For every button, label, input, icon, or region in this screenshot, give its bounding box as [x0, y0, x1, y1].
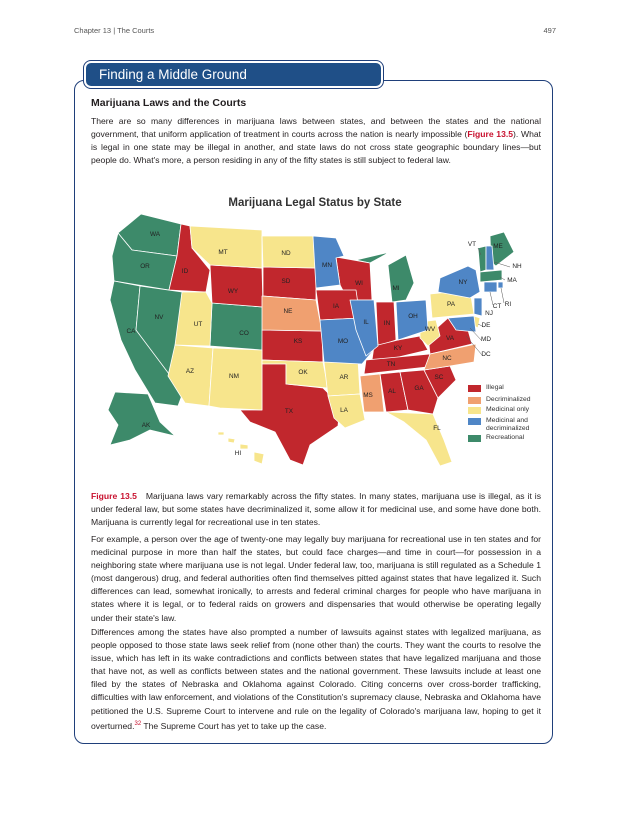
- state-label: VA: [445, 335, 455, 342]
- state-label: NM: [229, 373, 239, 380]
- state-label: GA: [414, 385, 424, 392]
- state-label: OH: [408, 313, 418, 320]
- state-vt: [478, 246, 486, 272]
- state-label: NJ: [485, 310, 493, 317]
- state-label: AR: [339, 374, 349, 381]
- state-label: ND: [281, 250, 291, 257]
- state-label: CT: [492, 303, 502, 310]
- legend-label: Recreational: [486, 434, 525, 441]
- footnote-ref[interactable]: 32: [134, 720, 142, 727]
- state-label: MT: [218, 249, 228, 256]
- state-label: DE: [481, 322, 491, 329]
- state-nj: [474, 298, 482, 316]
- state-label: VT: [467, 241, 477, 248]
- paragraph-2: For example, a person over the age of twenty-one may legally buy marijuana for recreational use in ten states and for medicinal purpose in more than half the states, but could face charges—and time in court—for possession in a neighboring state where marijuana use is not legal. Under federal law, too, marijuana is still regulated as a Schedule 1 (most dangerous) drug, and federal authorities often find themselves pitted against states that have legalized it. Such differences can lead, somewhat ironically, to arrests and federal criminal charges for people who have marijuana in states where it is legal, or to federal raids on growers and dispensaries that would otherwise be operating legally under their state's law.: [91, 534, 541, 623]
- state-label: IA: [332, 303, 340, 310]
- feature-title: Finding a Middle Ground: [99, 67, 247, 82]
- state-label: NH: [512, 263, 522, 270]
- state-label: AL: [388, 388, 396, 395]
- paragraph-3-text: Differences among the states have also prompted a number of lawsuits against states with legalized marijuana, as people opposed to those state laws seek relief from (none other than) the courts. They want the courts to resolve the issue, which has left in its wake contradictions and conflicts between states that have legalized marijuana and those that have not, as well as conflicts between states and the national government. These lawsuits include at least one filed by the states of Nebraska and Oklahoma against Colorado. Citing concerns over cross-border trafficking, difficulties with law enforcement, and violations of the Constitution's supremacy clause, Nebraska and Oklahoma have petitioned the U.S. Supreme Court to intervene and rule on the legality of Colorado's marijuana law, hoping to get it overturned.: [91, 627, 541, 731]
- state-label: SC: [434, 374, 444, 381]
- legend-label: Illegal: [486, 384, 504, 391]
- state-label: MD: [481, 336, 491, 343]
- state-label: WV: [424, 326, 436, 333]
- state-co: [210, 303, 263, 350]
- state-ma: [480, 270, 502, 282]
- state-label: PA: [446, 301, 456, 308]
- state-label: RI: [504, 301, 512, 308]
- state-label: HI: [234, 450, 242, 457]
- state-ut: [175, 292, 212, 346]
- state-label: NE: [283, 308, 293, 315]
- state-label: AZ: [185, 368, 195, 375]
- state-fl: [386, 412, 452, 466]
- state-wy: [210, 265, 263, 307]
- state-label: WY: [227, 288, 239, 295]
- legend-label: Decriminalized: [486, 396, 531, 403]
- state-label: OR: [140, 263, 150, 270]
- figure-link[interactable]: Figure 13.5: [467, 129, 514, 140]
- state-label: CO: [239, 330, 249, 337]
- state-label: FL: [433, 425, 441, 432]
- state-ct: [484, 282, 497, 292]
- state-label: ME: [493, 243, 503, 250]
- section-heading: Marijuana Laws and the Courts: [91, 97, 247, 109]
- state-label: NC: [442, 355, 452, 362]
- state-label: TN: [386, 361, 396, 368]
- figure-caption: [91, 490, 541, 529]
- state-label: MI: [392, 285, 400, 292]
- map-title: Marijuana Legal Status by State: [228, 197, 402, 209]
- state-label: TX: [284, 408, 294, 415]
- state-label: MN: [322, 262, 332, 269]
- state-hi: [218, 432, 264, 464]
- state-label: WI: [355, 280, 363, 287]
- page-number: 497: [543, 26, 556, 35]
- figure-caption-text: Marijuana laws vary remarkably across the fifty states. In many states, marijuana use is illegal, as it is under federal law, but some states have decriminalized it, some allow it for medicinal use, and some have done both. Marijuana is currently legal for recreational use in ten states.: [91, 491, 542, 528]
- legend-swatch: [468, 385, 481, 392]
- paragraph-3: [91, 626, 541, 733]
- state-label: LA: [340, 407, 348, 414]
- state-label: IL: [363, 319, 369, 326]
- legend-swatch: [468, 397, 481, 404]
- state-label: SD: [281, 278, 291, 285]
- paragraph-1-text-b: ). What is legal in one state may be illegal in another, and state laws do not cross state geographic boundary lines—but people do. What's more, a person residing in any of the fifty states is still subject to federal law.: [91, 129, 542, 166]
- state-label: CA: [126, 328, 136, 335]
- legend-label: Medicinal only: [486, 406, 530, 413]
- state-label: MO: [337, 338, 349, 345]
- paragraph-3-end: The Supreme Court has yet to take up the case.: [141, 720, 327, 731]
- state-label: KS: [293, 338, 303, 345]
- paragraph-1-text-a: There are so many differences in marijuana laws between states, and between the states and the national government, that uniform application of treatment in courts across the nation is nearly impossible (: [91, 116, 541, 140]
- state-label: DC: [481, 351, 491, 358]
- state-label: KY: [393, 345, 403, 352]
- state-ks: [262, 330, 323, 362]
- state-label: ID: [181, 268, 189, 275]
- legend-swatch: [468, 407, 481, 414]
- chapter-header: Chapter 13 | The Courts: [74, 26, 155, 35]
- legend-swatch: [468, 418, 481, 425]
- state-label: AK: [141, 422, 151, 429]
- state-label: WA: [149, 231, 161, 238]
- legend-label: Medicinal and decriminalized: [486, 417, 530, 432]
- state-ri: [498, 282, 503, 288]
- state-label: NY: [458, 279, 468, 286]
- state-label: UT: [193, 321, 203, 328]
- state-label: MA: [507, 277, 517, 284]
- legend-swatch: [468, 435, 481, 442]
- state-label: NV: [154, 314, 164, 321]
- state-label: OK: [298, 369, 308, 376]
- state-label: MS: [363, 392, 373, 399]
- state-label: IN: [383, 320, 391, 327]
- figure-label: Figure 13.5: [91, 491, 137, 501]
